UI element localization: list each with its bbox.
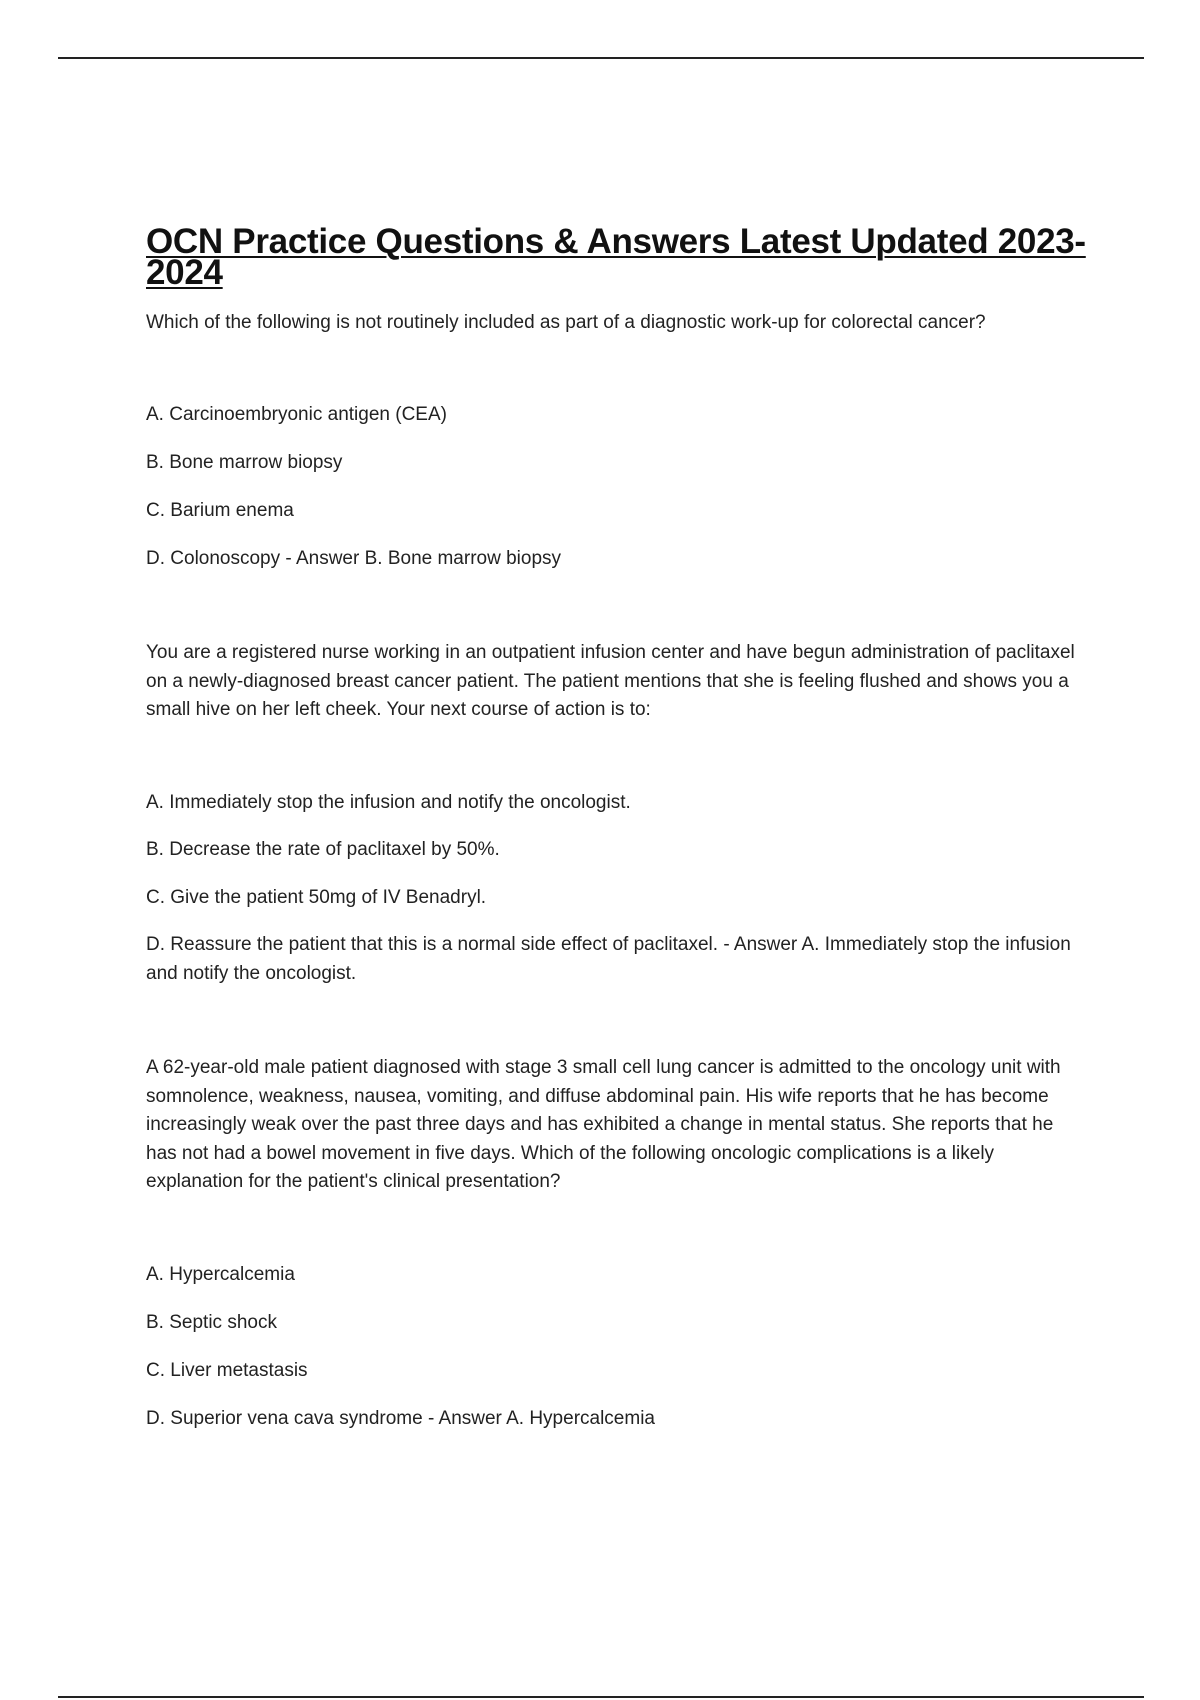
document-title — [146, 222, 1086, 292]
question-stem: You are a registered nurse working in an outpatient infusion center and have begun administration of paclitaxel on a newly-diagnosed breast cancer patient. The patient mentions that she is feeling flushed and shows you a small hive on her left cheek. Your next course of action is to: — [146, 642, 1075, 720]
option-a: A. Carcinoembryonic antigen (CEA) — [146, 403, 447, 425]
answer-options — [146, 401, 1086, 574]
document-body — [146, 222, 1086, 1433]
top-rule — [58, 57, 1144, 59]
option-d-with-answer: D. Reassure the patient that this is a normal side effect of paclitaxel. - Answer A. Immediately stop the infusion and notify the oncologist. — [146, 934, 1071, 984]
option-a: A. Hypercalcemia — [146, 1263, 295, 1285]
question-stem: Which of the following is not routinely included as part of a diagnostic work-up for colorectal cancer? — [146, 312, 986, 333]
answer-options — [146, 789, 1086, 989]
option-a: A. Immediately stop the infusion and notify the oncologist. — [146, 791, 631, 813]
question-block — [146, 1054, 1086, 1433]
document-title-text: OCN Practice Questions & Answers Latest Updated 2023-2024 — [146, 222, 1086, 292]
bottom-rule — [58, 1696, 1144, 1698]
option-b: B. Decrease the rate of paclitaxel by 50%. — [146, 839, 500, 860]
question-stem: A 62-year-old male patient diagnosed with stage 3 small cell lung cancer is admitted to the oncology unit with somnolence, weakness, nausea, vomiting, and diffuse abdominal pain. His wife reports that he has become increasingly weak over the past three days and has exhibited a change in mental status. She reports that he has not had a bowel movement in five days. Which of the following oncologic complications is a likely explanation for the patient's clinical presentation? — [146, 1057, 1061, 1192]
option-c: C. Give the patient 50mg of IV Benadryl. — [146, 886, 487, 908]
option-c: C. Barium enema — [146, 499, 294, 521]
question-block — [146, 309, 1086, 573]
answer-options — [146, 1261, 1086, 1434]
question-block — [146, 639, 1086, 988]
option-d-with-answer: D. Superior vena cava syndrome - Answer A. Hypercalcemia — [146, 1407, 655, 1429]
option-d-with-answer: D. Colonoscopy - Answer B. Bone marrow biopsy — [146, 547, 562, 569]
option-b: B. Bone marrow biopsy — [146, 451, 343, 473]
option-c: C. Liver metastasis — [146, 1359, 308, 1381]
option-b: B. Septic shock — [146, 1311, 277, 1333]
